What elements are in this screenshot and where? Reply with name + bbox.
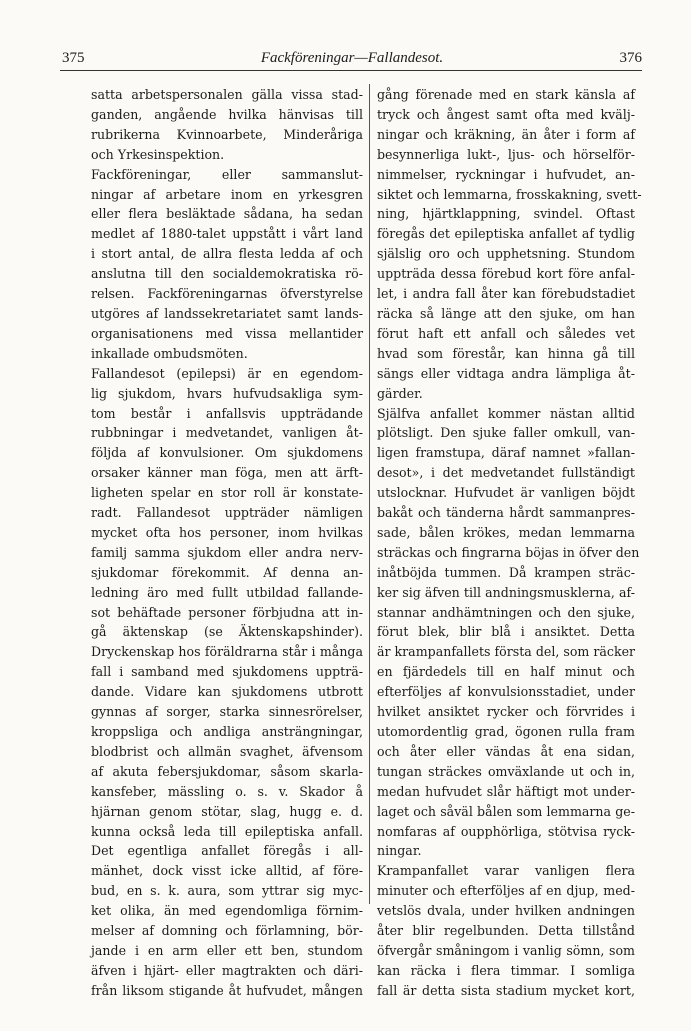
right-column <box>377 85 642 1001</box>
column-divider <box>369 84 370 904</box>
text-line: gång förenade med en stark känsla af <box>377 87 635 102</box>
text-line: förut blek, blir blå i ansiktet. Detta <box>377 624 635 640</box>
text-line: sade, bålen krökes, medan lemmarna <box>377 524 635 540</box>
text-line: är krampanfallets första del, som räcker <box>377 644 636 660</box>
text-line: kroppsliga och andliga ansträngningar, <box>91 724 363 739</box>
running-title: Fackföreningar—Fallandesot. <box>260 50 444 66</box>
text-line: sjukdomar förekommit. Af denna an- <box>91 564 363 580</box>
text-line: utslocknar. Hufvudet är vanligen böjdt <box>377 485 635 501</box>
text-line: af akuta febersjukdomar, såsom skarla- <box>91 763 363 779</box>
text-line: fall i samband med sjukdomens uppträ- <box>91 664 363 680</box>
text-line: ledning äro med fullt utbildad fallande- <box>91 584 363 600</box>
text-line: själslig oro och upphetsning. Stundom <box>377 246 635 262</box>
text-line: relsen. Fackföreningarnas öfverstyrelse <box>91 286 363 302</box>
text-line: kan räcka i flera timmar. I somliga <box>377 962 635 978</box>
text-line: organisationens med vissa mellantider <box>91 325 363 341</box>
text-line: åter blir regelbunden. Detta tillstånd <box>377 923 635 939</box>
text-line: fall är detta sista stadium mycket kort, <box>377 982 635 998</box>
text-line: Själfva anfallet kommer nästan alltid <box>377 405 635 421</box>
text-line: ganden, angående hvilka hänvisas till <box>91 106 363 122</box>
text-line: satta arbetspersonalen gälla vissa stad- <box>91 87 363 102</box>
text-line: en fjärdedels till en half minut och <box>377 664 635 680</box>
text-line: öfvergår småningom i vanlig sömn, som <box>377 942 635 958</box>
text-line: äfven i hjärt- eller magtrakten och däri- <box>91 962 363 978</box>
text-line: stannar andhämtningen och den sjuke, <box>377 604 635 620</box>
text-line: ning, hjärtklappning, svindel. Oftast <box>377 206 635 222</box>
text-line: rubbningar i medvetandet, vanligen åt- <box>91 425 363 441</box>
text-line: följda af konvulsioner. Om sjukdomens <box>91 445 363 461</box>
text-line: gynnas af sorger, starka sinnesrörelser, <box>91 704 363 720</box>
running-header <box>62 48 642 70</box>
text-line: bakåt och tänderna hårdt sammanpres- <box>377 505 635 521</box>
text-line: förut haft ett anfall och således vet <box>377 325 635 341</box>
text-line: efterföljes af konvulsionsstadiet, under <box>377 684 635 700</box>
text-line: laget och såväl bålen som lemmarna ge- <box>377 803 635 819</box>
text-line: och Yrkesinspektion. <box>91 146 225 162</box>
text-line: tungan sträckes omväxlande ut och in, <box>377 763 635 779</box>
text-line: ker sig äfven till andningsmusklerna, af- <box>377 584 635 600</box>
text-line: Det egentliga anfallet föregås i all- <box>91 843 363 859</box>
text-line: familj samma sjukdom eller andra nerv- <box>91 544 363 560</box>
text-line: gärder. <box>377 385 423 401</box>
text-line: mycket ofta hos personer, inom hvilkas <box>91 524 363 540</box>
text-line: gå äktenskap (se Äktenskapshinder). <box>91 624 363 640</box>
text-line: inåtböjda tummen. Då krampen sträc- <box>377 564 635 580</box>
text-line: ligen framstupa, däraf namnet »fallan- <box>377 445 635 461</box>
text-line: siktet och lemmarna, frosskakning, svett- <box>377 186 642 202</box>
left-column <box>91 85 363 1001</box>
text-line: Krampanfallet varar vanligen flera <box>377 863 635 879</box>
page-number-right: 376 <box>619 50 642 66</box>
text-line: uppträda dessa förebud kort före anfal- <box>377 266 635 282</box>
text-line: blodbrist och allmän svaghet, äfvensom <box>91 743 363 759</box>
page-number-left: 375 <box>62 50 85 66</box>
text-line: mänhet, dock visst icke alltid, af före- <box>91 863 363 879</box>
text-line: anslutna till den socialdemokratiska rö- <box>91 266 363 282</box>
text-line: utgöres af landssekretariatet samt lands- <box>91 305 363 321</box>
text-line: tryck och ångest samt ofta med kvälj- <box>377 106 635 122</box>
text-line: utomordentlig grad, ögonen rulla fram <box>377 724 635 739</box>
text-line: radt. Fallandesot uppträder nämligen <box>91 505 363 521</box>
text-line: nimmelser, ryckningar i hufvudet, an- <box>377 166 635 182</box>
text-line: ningar. <box>377 843 422 859</box>
text-line: från liksom stigande åt hufvudet, mången <box>91 982 363 998</box>
text-line: bud, en s. k. aura, som yttrar sig myc- <box>91 883 363 899</box>
text-line: let, i andra fall åter kan förebudstadiet <box>377 286 635 302</box>
text-line: lig sjukdom, hvars hufvudsakliga sym- <box>91 385 363 401</box>
text-line: sträckas och fingrarna böjas in öfver den <box>377 544 640 560</box>
text-line: plötsligt. Den sjuke faller omkull, van- <box>377 425 635 441</box>
text-line: besynnerliga lukt-, ljus- och hörselför- <box>377 146 635 162</box>
text-line: dande. Vidare kan sjukdomens utbrott <box>91 684 363 700</box>
text-line: ningar af arbetare inom en yrkesgren <box>91 186 363 202</box>
text-line: Fallandesot (epilepsi) är en egendom- <box>91 365 363 381</box>
text-line: tom består i anfallsvis uppträdande <box>91 405 363 421</box>
text-line: orsaker känner man föga, men att ärft- <box>91 465 363 481</box>
text-line: hvilket ansiktet rycker och förvrides i <box>377 704 635 720</box>
text-line: föregås det epileptiska anfallet af tydlig <box>377 226 635 242</box>
text-line: jande i en arm eller ett ben, stundom <box>91 942 363 958</box>
text-line: räcka så länge att den sjuke, om han <box>377 305 635 321</box>
text-line: ket olika, än med egendomliga förnim- <box>91 903 363 919</box>
text-line: minuter och efterföljes af en djup, med- <box>377 883 635 899</box>
text-line: Fackföreningar, eller sammanslut- <box>91 166 363 182</box>
text-line: sot behäftade personer förbjudna att in- <box>91 604 363 620</box>
text-line: melser af domning och förlamning, bör- <box>91 923 363 939</box>
text-line: kunna också leda till epileptiska anfall. <box>91 823 363 839</box>
text-line: medlet af 1880-talet uppstått i vårt land <box>91 226 363 242</box>
text-line: nomfaras af oupphörliga, stötvisa ryck- <box>377 823 635 839</box>
text-line: medan hufvudet slår häftigt mot under- <box>377 783 635 799</box>
text-line: i stort antal, de allra flesta ledda af och <box>91 246 363 262</box>
text-line: eller flera besläktade sådana, ha sedan <box>91 206 363 222</box>
header-rule <box>60 70 642 71</box>
text-line: rubrikerna Kvinnoarbete, Minderåriga <box>91 126 363 142</box>
text-line: hvad som förestår, kan hinna gå till <box>377 345 635 361</box>
text-line: och åter eller vändas åt ena sidan, <box>377 743 635 759</box>
text-line: desot», i det medvetandet fullständigt <box>377 465 635 481</box>
text-line: sängs eller vidtaga andra lämpliga åt- <box>377 365 635 381</box>
text-line: ligheten spelar en stor roll är konstate- <box>91 485 363 501</box>
text-line: kansfeber, mässling o. s. v. Skador å <box>91 783 363 799</box>
text-line: Dryckenskap hos föräldrarna står i många <box>91 644 363 660</box>
text-line: vetslös dvala, under hvilken andningen <box>377 903 635 919</box>
text-line: inkallade ombudsmöten. <box>91 345 248 361</box>
text-line: hjärnan genom stötar, slag, hugg e. d. <box>91 803 363 819</box>
text-line: ningar och kräkning, än åter i form af <box>377 126 635 142</box>
